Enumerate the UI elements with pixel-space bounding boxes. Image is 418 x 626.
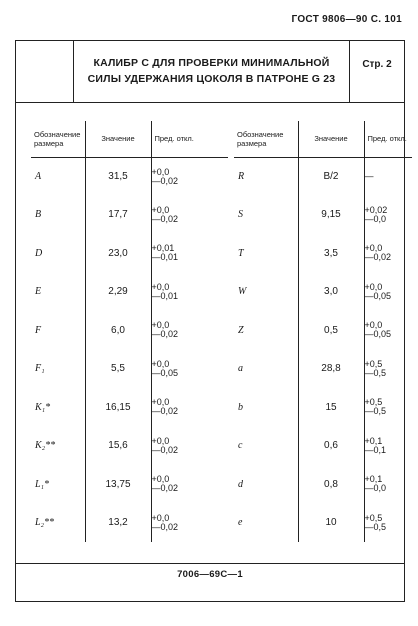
- dimension-value: 13,75: [85, 465, 151, 504]
- table-row: [31, 465, 228, 504]
- title-block: [16, 41, 404, 103]
- upper-tolerance: +0,5: [364, 358, 383, 369]
- lower-tolerance: —0,05: [151, 367, 179, 378]
- upper-tolerance: +0,0: [151, 474, 170, 485]
- left-dimension-table: [31, 121, 228, 542]
- tolerance-cell: [151, 273, 228, 312]
- table-row: [31, 350, 228, 389]
- table-row: [31, 157, 228, 196]
- header-designation: Обозначение размера: [234, 121, 298, 157]
- lower-tolerance: —0,02: [151, 406, 179, 417]
- header-value: Значение: [298, 121, 364, 157]
- dimension-symbol: L₂**: [31, 504, 85, 543]
- dimension-symbol: b: [234, 388, 298, 427]
- dimension-value: 13,2: [85, 504, 151, 543]
- lower-tolerance: —0,0: [364, 483, 387, 494]
- upper-tolerance: +0,1: [364, 435, 383, 446]
- table-row: [31, 234, 228, 273]
- tolerance-cell: [364, 350, 412, 389]
- upper-tolerance: +0,1: [364, 474, 383, 485]
- lower-tolerance: —0,02: [151, 521, 179, 532]
- dimension-symbol: W: [234, 273, 298, 312]
- tolerance-cell: [364, 504, 412, 543]
- upper-tolerance: +0,0: [151, 320, 170, 331]
- dimension-symbol: K₁*: [31, 388, 85, 427]
- tolerance-cell: [364, 311, 412, 350]
- lower-tolerance: —0,5: [364, 406, 387, 417]
- lower-tolerance: —0,05: [364, 290, 392, 301]
- lower-tolerance: —0,02: [151, 213, 179, 224]
- upper-tolerance: +0,0: [151, 281, 170, 292]
- footer-code: 7006—69С—1: [177, 569, 243, 580]
- upper-tolerance: +0,02: [364, 204, 388, 215]
- dimension-value: 0,6: [298, 427, 364, 466]
- lower-tolerance: —0,02: [151, 483, 179, 494]
- tolerance-cell: [151, 427, 228, 466]
- lower-tolerance: —0,1: [364, 444, 387, 455]
- title-line-1: КАЛИБР С ДЛЯ ПРОВЕРКИ МИНИМАЛЬНОЙ: [93, 57, 330, 69]
- upper-tolerance: +0,0: [151, 512, 170, 523]
- dimension-value: 0,5: [298, 311, 364, 350]
- upper-tolerance: —: [364, 171, 374, 181]
- dimension-value: 28,8: [298, 350, 364, 389]
- dimension-symbol: K₂**: [31, 427, 85, 466]
- dimension-value: 23,0: [85, 234, 151, 273]
- lower-tolerance: —0,0: [364, 213, 387, 224]
- document-title: [74, 41, 350, 102]
- header-tolerance: Пред. откл.: [151, 121, 228, 157]
- dimension-value: 15,6: [85, 427, 151, 466]
- tolerance-cell: [364, 234, 412, 273]
- table-row: [31, 196, 228, 235]
- tolerance-cell: [151, 350, 228, 389]
- tolerance-cell: [364, 157, 412, 196]
- dimension-symbol: e: [234, 504, 298, 543]
- table-row: [31, 311, 228, 350]
- lower-tolerance: —0,02: [364, 252, 392, 263]
- tolerance-cell: [364, 465, 412, 504]
- tolerance-cell: [151, 311, 228, 350]
- dimension-value: 9,15: [298, 196, 364, 235]
- title-left-cell: [16, 41, 74, 102]
- dimension-value: 16,15: [85, 388, 151, 427]
- dimension-symbol: T: [234, 234, 298, 273]
- upper-tolerance: +0,5: [364, 512, 383, 523]
- dimension-value: 6,0: [85, 311, 151, 350]
- header-tolerance: Пред. откл.: [364, 121, 412, 157]
- table-row: [234, 234, 412, 273]
- dimension-value: 10: [298, 504, 364, 543]
- tolerance-cell: [364, 388, 412, 427]
- lower-tolerance: —0,01: [151, 252, 179, 263]
- table-row: [234, 350, 412, 389]
- dimension-symbol: A: [31, 157, 85, 196]
- tolerance-cell: [364, 196, 412, 235]
- upper-tolerance: +0,0: [151, 358, 170, 369]
- standard-reference: ГОСТ 9806—90 С. 101: [291, 14, 402, 25]
- lower-tolerance: —0,5: [364, 521, 387, 532]
- dimension-symbol: E: [31, 273, 85, 312]
- table-row: [234, 311, 412, 350]
- tolerance-cell: [151, 157, 228, 196]
- dimension-value: B/2: [298, 157, 364, 196]
- tolerance-cell: [151, 504, 228, 543]
- table-row: [31, 504, 228, 543]
- lower-tolerance: —0,01: [151, 290, 179, 301]
- tolerance-cell: [364, 273, 412, 312]
- document-frame: [15, 40, 405, 602]
- dimension-value: 5,5: [85, 350, 151, 389]
- upper-tolerance: +0,0: [364, 320, 383, 331]
- upper-tolerance: +0,0: [364, 281, 383, 292]
- table-header-row: [31, 121, 228, 157]
- lower-tolerance: —0,05: [364, 329, 392, 340]
- upper-tolerance: +0,0: [151, 204, 170, 215]
- upper-tolerance: +0,0: [151, 397, 170, 408]
- table-row: [31, 273, 228, 312]
- dimension-value: 17,7: [85, 196, 151, 235]
- table-row: [31, 427, 228, 466]
- dimension-symbol: F₁: [31, 350, 85, 389]
- dimension-value: 2,29: [85, 273, 151, 312]
- tolerance-cell: [151, 234, 228, 273]
- dimension-symbol: S: [234, 196, 298, 235]
- right-dimension-table: [234, 121, 412, 542]
- header-value: Значение: [85, 121, 151, 157]
- right-table-body: [234, 157, 412, 542]
- upper-tolerance: +0,0: [151, 435, 170, 446]
- table-row: [234, 157, 412, 196]
- dimension-symbol: c: [234, 427, 298, 466]
- lower-tolerance: —0,02: [151, 329, 179, 340]
- table-header-row: [234, 121, 412, 157]
- header-designation: Обозначение размера: [31, 121, 85, 157]
- dimension-symbol: L₁*: [31, 465, 85, 504]
- dimension-value: 3,0: [298, 273, 364, 312]
- dimension-value: 31,5: [85, 157, 151, 196]
- dimension-value: 3,5: [298, 234, 364, 273]
- tolerance-cell: [151, 388, 228, 427]
- dimension-symbol: D: [31, 234, 85, 273]
- page-label: Стр. 2: [362, 59, 392, 70]
- upper-tolerance: +0,01: [151, 243, 175, 254]
- dimension-symbol: Z: [234, 311, 298, 350]
- lower-tolerance: —0,02: [151, 444, 179, 455]
- table-row: [234, 388, 412, 427]
- table-row: [234, 273, 412, 312]
- table-row: [234, 196, 412, 235]
- tolerance-cell: [151, 465, 228, 504]
- table-row: [31, 388, 228, 427]
- upper-tolerance: +0,5: [364, 397, 383, 408]
- title-line-2: СИЛЫ УДЕРЖАНИЯ ЦОКОЛЯ В ПАТРОНЕ G 23: [87, 73, 336, 85]
- table-row: [234, 427, 412, 466]
- table-row: [234, 504, 412, 543]
- dimension-symbol: a: [234, 350, 298, 389]
- tolerance-cell: [151, 196, 228, 235]
- dimension-value: 15: [298, 388, 364, 427]
- tolerance-cell: [364, 427, 412, 466]
- lower-tolerance: —0,02: [151, 175, 179, 186]
- dimension-symbol: d: [234, 465, 298, 504]
- upper-tolerance: +0,0: [364, 243, 383, 254]
- dimension-symbol: F: [31, 311, 85, 350]
- upper-tolerance: +0,0: [151, 166, 170, 177]
- dimension-symbol: R: [234, 157, 298, 196]
- table-row: [234, 465, 412, 504]
- dimension-value: 0,8: [298, 465, 364, 504]
- dimension-symbol: B: [31, 196, 85, 235]
- lower-tolerance: —0,5: [364, 367, 387, 378]
- footer-divider: [16, 563, 404, 564]
- left-table-body: [31, 157, 228, 542]
